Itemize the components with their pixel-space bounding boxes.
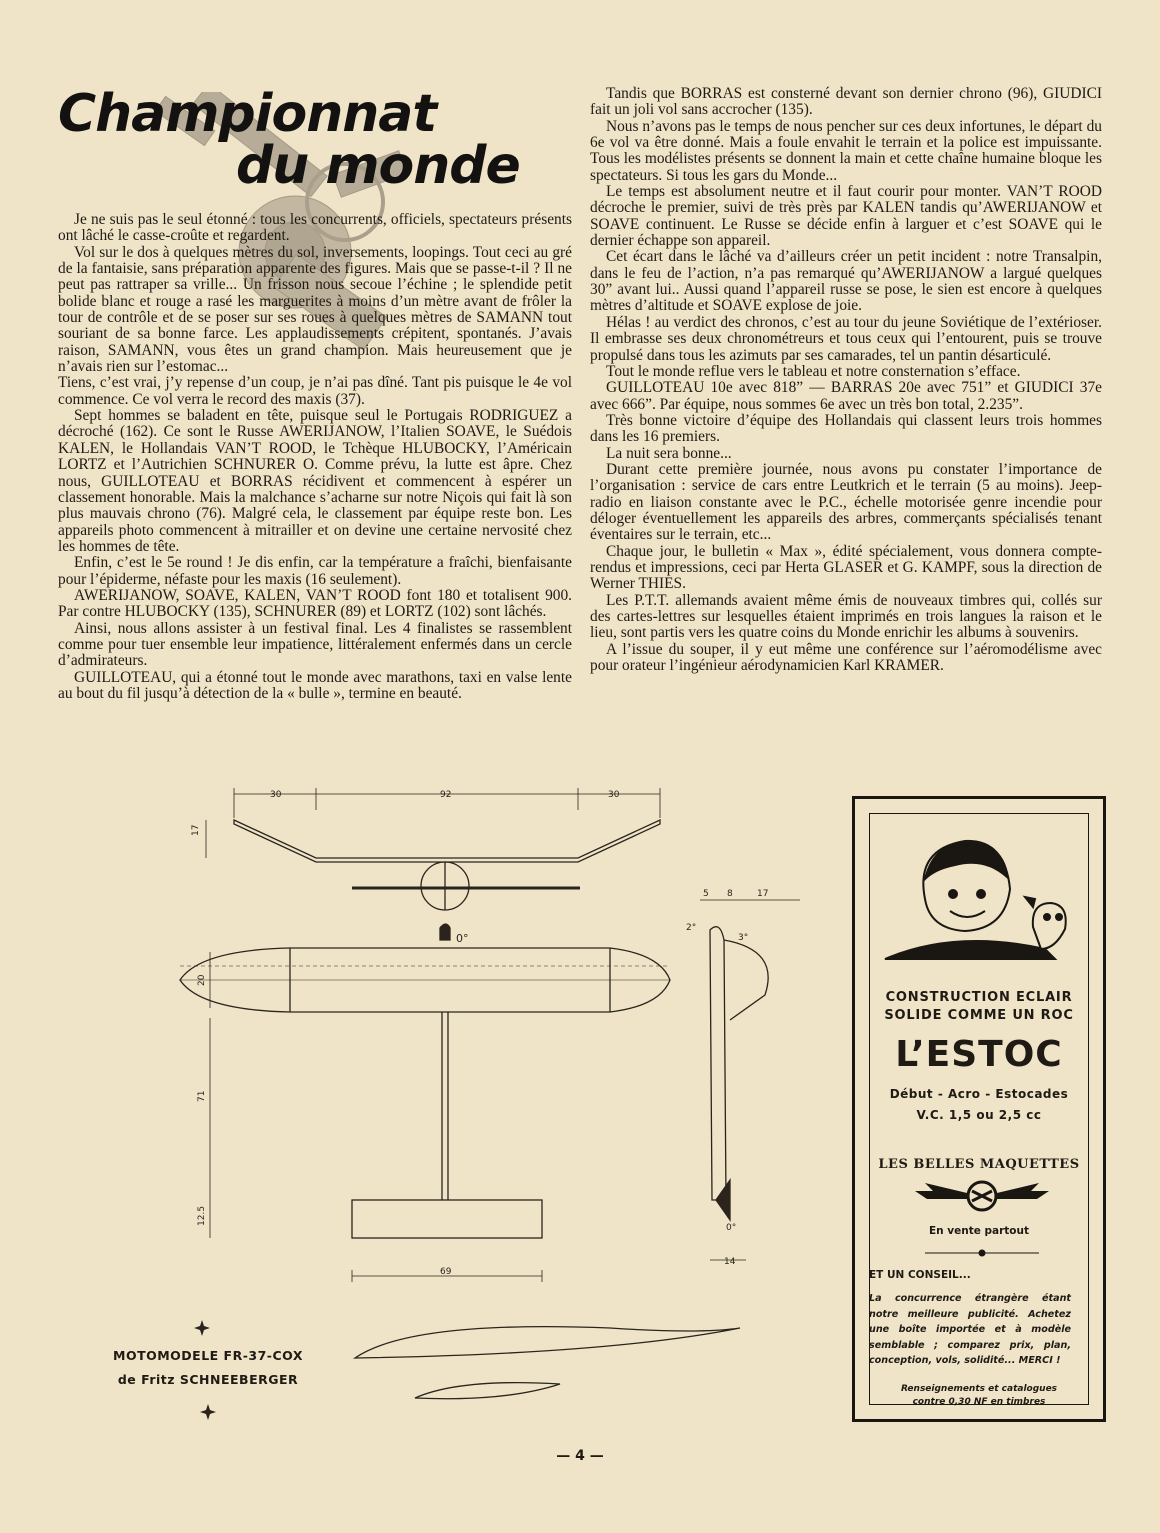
page-number: — 4 — <box>556 1448 604 1464</box>
ad-info-1: Renseignements et catalogues <box>900 1384 1058 1394</box>
paragraph: A l’issue du souper, il y eut même une conférence sur l’aéromodélisme avec pour orateur l’ingénieur aérodynamicien Karl KRAMER. <box>590 640 1102 675</box>
estoc-advertisement <box>852 796 1106 1422</box>
dim-side-angle2: 3° <box>738 933 749 943</box>
dim-dihedral: 17 <box>191 824 201 836</box>
boy-and-dog-illustration <box>885 841 1066 959</box>
paragraph: AWERIJANOW, SOAVE, KALEN, VAN’T ROOD font 180 et totalisent 900. Par contre HLUBOCKY (135), SCHNURER (89) et LORTZ (102) sont lâchés. <box>58 586 572 621</box>
ornament-icon <box>198 1402 218 1422</box>
dim-stab-span: 69 <box>440 1267 452 1277</box>
ad-headline-2: SOLIDE COMME UN ROC <box>884 1008 1074 1023</box>
paragraph: Tiens, c’est vrai, j’y repense d’un coup, je n’ai pas dîné. Tant pis puisque le 4e vol commence. Ce vol verra le record des maxis (37). <box>58 374 572 408</box>
paragraph: Ainsi, nous allons assister à un festival final. Les 4 finalistes se rassemblent comme pour tuer ensemble leur impatience, littéralement enfermés dans un cercle d’admirateurs. <box>58 619 572 670</box>
paragraph: La nuit sera bonne... <box>606 444 732 462</box>
paragraph: Hélas ! au verdict des chronos, c’est au tour du jeune Soviétique de l’extérioser. Il embrasse ses deux chronométreurs et tous ceux qui l’entourent, puis se trouve propulsé dans tous les azimuts par ses camarades, tel un pantin désarticulé. <box>590 313 1102 364</box>
ad-headline <box>855 989 1103 1025</box>
paragraph: Nous n’avons pas le temps de nous pencher sur ces deux infortunes, le départ du 6e vol va être donné. Mais a foule envahit le terrain et la police est impuissante. Tous les modélistes présents se donnent la main et cette chaîne humaine bloque les spectateurs. Si tous les gars du Monde... <box>590 117 1102 184</box>
paragraph: Tandis que BORRAS est consterné devant son dernier chrono (96), GIUDICI fait un joli vol sans accrocher (135). <box>590 85 1102 119</box>
dim-fus-height: 20 <box>197 974 207 986</box>
paragraph: Les P.T.T. allemands avaient même émis de nouveaux timbres qui, collés sur des cartes-lettres sur lesquelles étaient imprimés en trois langues la raison et le lieu, sont partis vers les quatre coins du Monde enrichir les albums à souvenirs. <box>590 591 1102 642</box>
ad-info-2: contre 0,30 NF en timbres <box>912 1397 1046 1407</box>
article-title <box>58 84 558 196</box>
dim-incidence: 0° <box>456 932 469 945</box>
caption-model: MOTOMODELE FR-37-COX <box>113 1348 303 1363</box>
dim-side-width: 14 <box>724 1257 736 1267</box>
ad-subtitle-2: V.C. 1,5 ou 2,5 cc <box>916 1108 1042 1122</box>
ad-advice-title: ET UN CONSEIL... <box>869 1269 971 1281</box>
dim-top-mid: 92 <box>440 790 452 800</box>
ad-advice-text: La concurrence étrangère étant notre meilleure publicité. Achetez une boîte importée et à modèle semblable ; comparez prix, plan, conception, vols, solidité... MERCI ! <box>869 1293 1071 1367</box>
paragraph: Durant cette première journée, nous avons pu constater l’importance de l’organisation : service de cars entre Leutkrich et le terrain (5 au moins). Jeep-radio en liaison constante avec le P.C., échelle motorisée genre incendie pour déloger éventuellement les appareils des arbres, commerçants spécialisés tenant éventaires sur le terrain, etc... <box>590 460 1102 544</box>
dim-tail-offset: 12.5 <box>197 1205 207 1226</box>
paragraph: Sept hommes se baladent en tête, puisque seul le Portugais RODRIGUEZ a décroché (162). Ce sont le Russe AWERIJANOW, l’Italien SOAVE, le Suédois KALEN, le Hollandais VAN’T ROOD, le Tchèque HLUBOCKY, l’Américain LORTZ et l’Autrichien SCHNURER O. Comme prévu, la lutte est âpre. Chez nous, GUILLOTEAU et BORRAS récidivent et commencent à espérer un classement honorable. Mais la malchance s’acharne sur notre Niçois qui fait là son plus mauvais chrono (76). Malgré cela, le classement par équipe reste bon. Les appareils photo commencent à mitrailler et on devine une certaine nervosité chez les hommes de tête. <box>58 407 572 555</box>
dim-side-b: 8 <box>727 889 733 899</box>
paragraph: Cet écart dans le lâché va d’ailleurs créer un petit incident : notre Transalpin, dans le feu de l’action, n’a pas remarqué qu’AWERIJANOW a largué quelques 30” avant lui.. Aussi quand l’appareil russe se pose, le sien est encore à quelques mètres d’altitude et SOAVE explose de joie. <box>590 248 1102 315</box>
ad-subtitle-1: Début - Acro - Estocades <box>889 1087 1069 1101</box>
ad-availability: En vente partout <box>928 1225 1030 1237</box>
caption-author: de Fritz SCHNEEBERGER <box>117 1372 299 1387</box>
paragraph: Très bonne victoire d’équipe des Hollandais qui classent leurs trois hommes dans les 16 premiers. <box>590 411 1102 446</box>
ad-info <box>855 1383 1103 1409</box>
dim-top-left: 30 <box>270 790 282 800</box>
dim-side-a: 5 <box>703 889 709 899</box>
paragraph: Vol sur le dos à quelques mètres du sol, inversements, loopings. Tout ceci au gré de la fantaisie, sans préparation apparente des figures. Mais que se passe-t-il ? Il ne peut pas rattraper sa vrille... Un frisson nous secoue l’échine ; le splendide petit bolide blanc et rouge a rasé les marguerites à moins d’un mètre avant de frôler la tour de contrôle et de se poser sur ses roues à quelques mètres de SAMANN tout souriant de sa bonne farce. Les applaudissements crépitent, spontanés. J’avais raison, SAMANN, vous êtes un grand champion. Mais heureusement que je n’avais rien sur l’estomac... <box>58 243 572 376</box>
paragraph: GUILLOTEAU, qui a étonné tout le monde avec marathons, taxi en valse lente au bout du fil jusqu’à détection de la « bulle », termine en beauté. <box>58 668 572 702</box>
title-line-1: Championnat <box>58 84 437 144</box>
paragraph: Je ne suis pas le seul étonné : tous les concurrents, officiels, spectateurs présents ont lâché le casse-croûte et regardent. <box>58 211 572 245</box>
ad-headline-1: CONSTRUCTION ECLAIR <box>885 990 1073 1005</box>
plan-caption <box>88 1344 328 1392</box>
right-column <box>590 86 1102 674</box>
paragraph: GUILLOTEAU 10e avec 818” — BARRAS 20e avec 751” et GIUDICI 37e avec 666”. Par équipe, nous sommes 6e avec un très bon total, 2.235”. <box>590 379 1102 413</box>
left-column <box>58 212 572 702</box>
paragraph: Chaque jour, le bulletin « Max », édité spécialement, vous donnera compte-rendus et impressions, ceci par Herta GLASER et G. KAMPF, sous la direction de Werner THIES. <box>590 542 1102 593</box>
ornament-icon <box>192 1318 212 1338</box>
dim-top-right: 30 <box>608 790 620 800</box>
dim-fus-length: 71 <box>197 1090 207 1102</box>
dim-side-angle3: 0° <box>726 1223 737 1233</box>
model-plan-drawing <box>140 780 840 1420</box>
dim-side-angle1: 2° <box>686 923 697 933</box>
ad-brand: L’ESTOC <box>895 1034 1063 1075</box>
ad-maker: LES BELLES MAQUETTES <box>878 1157 1080 1172</box>
paragraph: Tout le monde reflue vers le tableau et notre consternation s’efface. <box>606 362 1021 380</box>
title-line-2: du monde <box>236 136 520 196</box>
paragraph: Le temps est absolument neutre et il faut courir pour monter. VAN’T ROOD décroche le premier, suivi de très près par KALEN tandis qu’AWERIJANOW et SOAVE continuent. Le Russe se décide enfin à larguer et c’est SOAVE qui le dernier échappe son appareil. <box>590 183 1102 250</box>
paragraph: Enfin, c’est le 5e round ! Je dis enfin, car la température a fraîchi, bienfaisante pour l’épiderme, néfaste pour les maxis (16 seulement). <box>58 554 572 588</box>
dim-side-c: 17 <box>757 889 769 899</box>
winged-logo-icon <box>915 1182 1049 1210</box>
